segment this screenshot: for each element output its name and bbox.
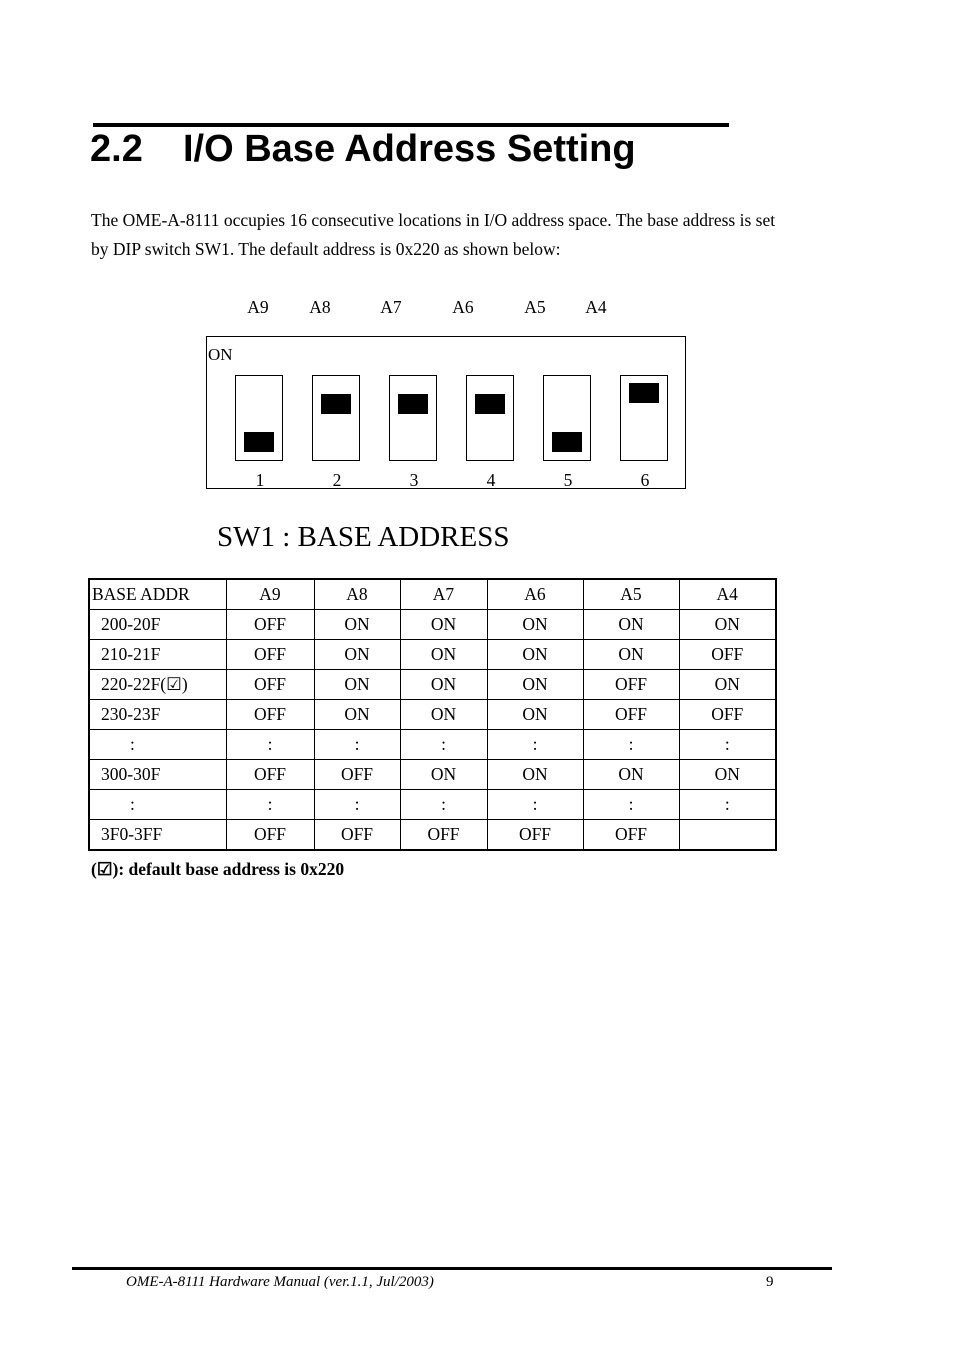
table-cell: ON xyxy=(400,610,487,640)
table-row xyxy=(89,640,776,670)
table-cell: OFF xyxy=(314,820,400,851)
table-header-row xyxy=(89,579,776,610)
address-label-a9: A9 xyxy=(247,297,269,317)
table-cell: ON xyxy=(487,700,583,730)
header-cell: BASE ADDR xyxy=(89,579,226,610)
table-cell: OFF xyxy=(487,820,583,851)
switch-number-6: 6 xyxy=(640,470,650,490)
table-cell: ON xyxy=(679,610,776,640)
table-cell: OFF xyxy=(226,640,314,670)
table-cell: : xyxy=(679,790,776,820)
table-cell: ON xyxy=(583,640,679,670)
footer-rule xyxy=(72,1267,832,1270)
header-cell: A7 xyxy=(400,579,487,610)
table-cell: 300-30F xyxy=(89,760,226,790)
table-cell: : xyxy=(89,790,226,820)
table-cell: OFF xyxy=(226,670,314,700)
switch-knob xyxy=(398,394,428,414)
table-cell: 210-21F xyxy=(89,640,226,670)
header-cell: A6 xyxy=(487,579,583,610)
table-cell: OFF xyxy=(583,820,679,851)
table-cell: ON xyxy=(487,610,583,640)
switch-number-4: 4 xyxy=(486,470,496,490)
table-cell: OFF xyxy=(226,700,314,730)
table-cell: OFF xyxy=(226,610,314,640)
switch-knob xyxy=(244,432,274,452)
switch-knob xyxy=(629,383,659,403)
address-label-a6: A6 xyxy=(452,297,474,317)
table-cell: 220-22F(☑) xyxy=(89,670,226,700)
table-cell: ON xyxy=(679,760,776,790)
table-cell: ON xyxy=(400,640,487,670)
dip-switch-5 xyxy=(543,375,591,461)
header-cell: A5 xyxy=(583,579,679,610)
table-cell xyxy=(679,820,776,851)
switch-number-1: 1 xyxy=(255,470,265,490)
switch-number-5: 5 xyxy=(563,470,573,490)
table-cell: : xyxy=(400,790,487,820)
table-cell: OFF xyxy=(679,640,776,670)
dip-switch-4 xyxy=(466,375,514,461)
section-heading xyxy=(90,128,636,171)
table-cell: : xyxy=(583,730,679,760)
table-cell: ON xyxy=(583,610,679,640)
switch-knob xyxy=(321,394,351,414)
table-row xyxy=(89,610,776,640)
table-cell: 3F0-3FF xyxy=(89,820,226,851)
table-cell: : xyxy=(314,790,400,820)
address-label-a5: A5 xyxy=(524,297,546,317)
table-cell: OFF xyxy=(679,700,776,730)
table-cell: : xyxy=(89,730,226,760)
switch-number-3: 3 xyxy=(409,470,419,490)
table-cell: ON xyxy=(400,670,487,700)
table-cell: ON xyxy=(679,670,776,700)
intro-paragraph: The OME-A-8111 occupies 16 consecutive locations in I/O address space. The base address is set by DIP switch SW1. The default address is 0x220 as shown below: xyxy=(91,210,776,259)
table-cell: : xyxy=(226,730,314,760)
table-row xyxy=(89,820,776,851)
table-row xyxy=(89,760,776,790)
table-cell: OFF xyxy=(583,700,679,730)
table-cell: OFF xyxy=(400,820,487,851)
table-cell: : xyxy=(487,730,583,760)
table-cell: : xyxy=(679,730,776,760)
base-address-table xyxy=(88,578,777,851)
table-row xyxy=(89,670,776,700)
table-cell: ON xyxy=(400,700,487,730)
table-cell: : xyxy=(583,790,679,820)
table-cell: : xyxy=(226,790,314,820)
address-label-a8: A8 xyxy=(309,297,331,317)
dip-switch-6 xyxy=(620,375,668,461)
dip-switch-2 xyxy=(312,375,360,461)
section-number: 2.2 xyxy=(90,128,143,170)
switch-knob xyxy=(475,394,505,414)
switch-knob xyxy=(552,432,582,452)
dip-switch-1 xyxy=(235,375,283,461)
table-cell: ON xyxy=(583,760,679,790)
table-cell: ON xyxy=(487,670,583,700)
table-cell: ON xyxy=(314,700,400,730)
table-cell: : xyxy=(314,730,400,760)
table-cell: OFF xyxy=(226,760,314,790)
table-cell: ON xyxy=(487,760,583,790)
switch-number-2: 2 xyxy=(332,470,342,490)
table-cell: ON xyxy=(487,640,583,670)
top-rule xyxy=(93,123,729,127)
table-row xyxy=(89,790,776,820)
section-title: I/O Base Address Setting xyxy=(183,128,636,170)
table-cell: OFF xyxy=(583,670,679,700)
table-cell: 230-23F xyxy=(89,700,226,730)
table-cell: : xyxy=(400,730,487,760)
table-cell: ON xyxy=(400,760,487,790)
table-cell: 200-20F xyxy=(89,610,226,640)
table-row xyxy=(89,730,776,760)
table-footnote: (☑): default base address is 0x220 xyxy=(91,859,345,879)
page-number: 9 xyxy=(766,1274,774,1290)
switch-caption: SW1 : BASE ADDRESS xyxy=(217,521,510,553)
table-cell: ON xyxy=(314,610,400,640)
table-cell: : xyxy=(487,790,583,820)
on-label: ON xyxy=(208,345,233,364)
header-cell: A9 xyxy=(226,579,314,610)
address-label-a7: A7 xyxy=(380,297,402,317)
header-cell: A4 xyxy=(679,579,776,610)
table-cell: ON xyxy=(314,640,400,670)
footer-manual-title: OME-A-8111 Hardware Manual (ver.1.1, Jul/2003) xyxy=(126,1274,434,1290)
table-cell: OFF xyxy=(226,820,314,851)
dip-switch-3 xyxy=(389,375,437,461)
table-cell: ON xyxy=(314,670,400,700)
address-label-a4: A4 xyxy=(585,297,607,317)
table-row xyxy=(89,700,776,730)
header-cell: A8 xyxy=(314,579,400,610)
table-cell: OFF xyxy=(314,760,400,790)
